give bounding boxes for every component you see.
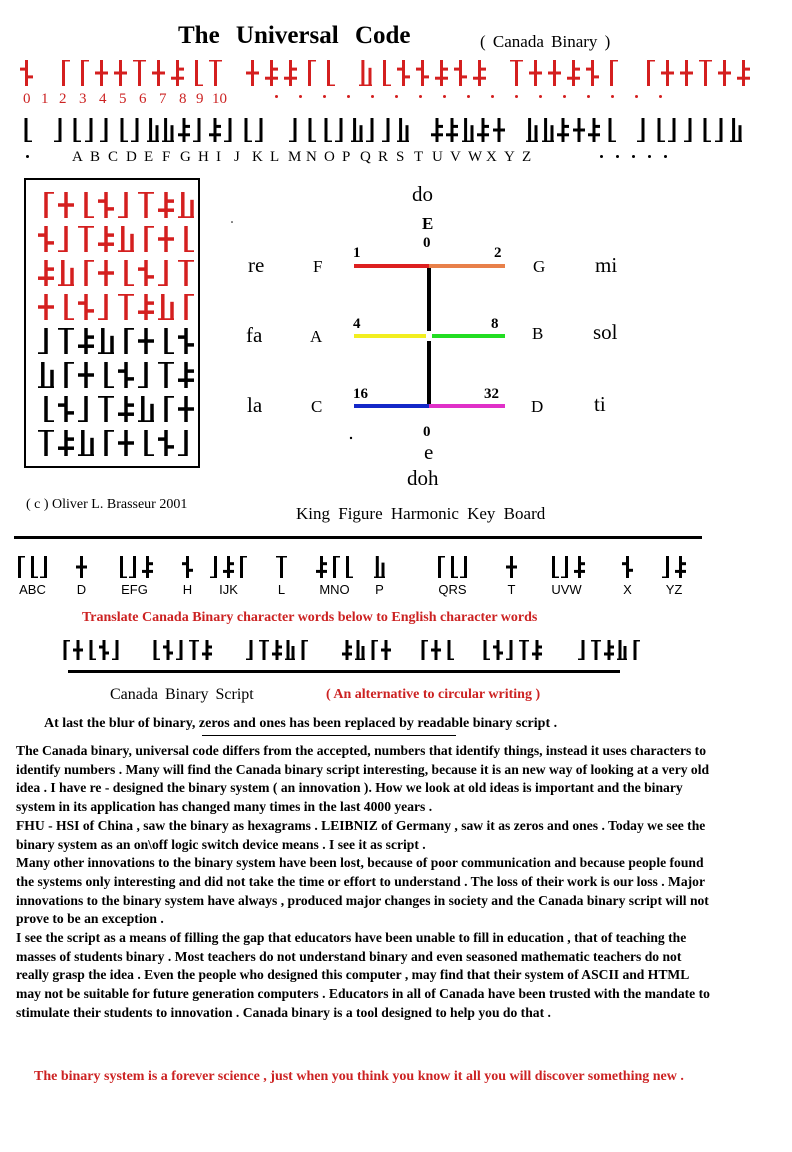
binary-glyph (342, 640, 352, 660)
script-key-label: MNO (319, 582, 350, 597)
script-caption: Canada Binary Script (110, 686, 254, 703)
alphabet-label: J (234, 149, 240, 165)
binary-glyph (40, 556, 51, 578)
binary-glyph (285, 640, 295, 660)
diagram-stray-dot (350, 437, 352, 439)
script-key-group (276, 556, 287, 597)
binary-glyph (129, 556, 140, 578)
letter-F: F (313, 257, 323, 276)
binary-glyph (112, 640, 122, 660)
alphabet-label: I (216, 149, 221, 165)
number-bottom-zero: 0 (423, 424, 431, 440)
binary-glyph (73, 640, 83, 660)
binary-glyph (60, 640, 70, 660)
binary-glyph (176, 640, 186, 660)
binary-glyph (561, 556, 572, 578)
letter-G: G (533, 257, 546, 276)
numeral-label: 5 (119, 91, 127, 107)
binary-glyph (480, 640, 490, 660)
alphabet-label: M (288, 149, 302, 165)
paragraph: I see the script as a means of filling the gap that educators have been unable to fill in education , that of teaching the masses of students binary . Most teachers do not understand binary and even seasoned mathematic teachers do not really grasp the idea . Even the people who designed this computer , may find that their system of ASCII and HTML may not be suitable for future generation computers . Educators in all of Canada have been trusted with the mandate to stimulate their students to innovation . Canada binary is a tool designed to help you do that . (16, 930, 710, 1020)
note-fa: fa (246, 323, 263, 347)
binary-glyph (223, 556, 234, 578)
binary-glyph (617, 640, 627, 660)
alphabet-label: N (306, 149, 317, 165)
alphabet-label: O (324, 149, 335, 165)
diagram-stray-dot (231, 221, 233, 223)
alphabet-label: B (90, 149, 101, 165)
binary-glyph (662, 556, 673, 578)
alphabet-label: Z (522, 149, 532, 165)
body-text (16, 742, 716, 1023)
script-key-group (210, 556, 247, 597)
binary-glyph (99, 640, 109, 660)
binary-glyph (493, 640, 503, 660)
alphabet-label: H (198, 149, 209, 165)
letter-A: A (310, 327, 323, 346)
number-4: 4 (353, 316, 361, 332)
numeral-label: 2 (59, 91, 67, 107)
binary-glyph (506, 640, 516, 660)
script-key-label: T (507, 582, 516, 597)
binary-glyph (298, 640, 308, 660)
binary-glyph (14, 556, 25, 578)
intro-underline (202, 735, 456, 736)
number-8: 8 (491, 316, 499, 332)
binary-glyph (259, 640, 269, 660)
alphabet-label: X (486, 149, 497, 165)
binary-glyph (519, 640, 529, 660)
alphabet-label: S (396, 149, 405, 165)
script-key-group (316, 556, 353, 597)
binary-glyph (381, 640, 391, 660)
script-key-label: IJK (219, 582, 238, 597)
script-key-row (14, 556, 704, 604)
number-16: 16 (353, 386, 368, 402)
script-key-label: X (623, 582, 632, 597)
alphabet-label: A (72, 149, 83, 165)
paragraph: The Canada binary, universal code differs from the accepted, numbers that identify things, instead it uses characters to identify numbers . Many will find the Canada binary script interesting, because it is an new way of looking at a very old idea . I have re - designed the binary system ( an innovation ). How we look at old ideas is important and the binary system in its application has changed many times in the last 4000 years . (16, 743, 710, 815)
alphabet-label: T (414, 149, 424, 165)
page-subtitle: ( Canada Binary ) (480, 32, 611, 51)
note-ti: ti (594, 392, 606, 416)
alphabet-label: E (144, 149, 154, 165)
closing-note: The binary system is a forever science , just when you think you know it all you will discover something new . (34, 1069, 684, 1084)
alphabet-label: D (126, 149, 137, 165)
script-key-label: YZ (665, 582, 683, 597)
binary-glyph (202, 640, 212, 660)
alphabet-label: F (162, 149, 171, 165)
script-key-label: QRS (438, 582, 467, 597)
alphabet-label: U (432, 149, 443, 165)
script-key-label: P (375, 582, 384, 597)
binary-glyph (246, 640, 256, 660)
binary-glyph (76, 556, 87, 578)
numeral-label: 7 (159, 91, 167, 107)
script-underline (68, 670, 620, 673)
numeral-label: 1 (41, 91, 49, 107)
binary-glyph (329, 556, 340, 578)
binary-glyph (630, 640, 640, 660)
number-top-zero: 0 (423, 235, 431, 251)
binary-glyph (236, 556, 247, 578)
binary-glyph (163, 640, 173, 660)
numeral-label: 4 (99, 91, 107, 107)
script-note: ( An alternative to circular writing ) (326, 687, 541, 702)
letter-E: E (422, 214, 434, 233)
binary-glyph (189, 640, 199, 660)
numeral-label: 0 (23, 91, 31, 107)
binary-glyph (276, 556, 287, 578)
alphabet-label: C (108, 149, 119, 165)
alphabet-label: Q (360, 149, 371, 165)
binary-glyph (27, 556, 38, 578)
numeral-label: 3 (79, 91, 87, 107)
diagram-center-gap (426, 331, 432, 341)
binary-glyph (374, 556, 385, 578)
binary-glyph (578, 640, 588, 660)
script-key-label: L (277, 582, 286, 597)
script-key-group (116, 556, 153, 597)
script-key-group (506, 556, 517, 597)
copyright-notice: ( c ) Oliver L. Brasseur 2001 (26, 497, 188, 512)
binary-glyph (604, 640, 614, 660)
binary-glyph (444, 640, 454, 660)
script-key-group (374, 556, 385, 597)
binary-glyph (431, 640, 441, 660)
binary-glyph (142, 556, 153, 578)
number-1: 1 (353, 245, 361, 261)
page-title: The Universal Code (178, 22, 411, 49)
binary-glyph (316, 556, 327, 578)
translate-instruction: Translate Canada Binary character words below to English character words (82, 610, 538, 625)
alphabet-label: W (468, 149, 483, 165)
binary-glyph (150, 640, 160, 660)
paragraph: FHU - HSI of China , saw the binary as hexagrams . LEIBNIZ of Germany , saw it as zeros and ones . Today we see the binary system as an on\off logic switch device means . I see it as script . (16, 817, 706, 852)
binary-glyph (548, 556, 559, 578)
binary-glyph (574, 556, 585, 578)
script-key-label: EFG (121, 582, 148, 597)
alphabet-label: Y (504, 149, 515, 165)
binary-glyph (434, 556, 445, 578)
harmonic-diagram (0, 0, 792, 500)
letter-D: D (531, 397, 544, 416)
binary-glyph (342, 556, 353, 578)
intro-line: At last the blur of binary, zeros and ones has been replaced by readable binary script . (44, 716, 558, 731)
letter-e: e (424, 440, 434, 464)
paragraph: Many other innovations to the binary system have been lost, because of poor communication and because people found the systems only interesting and did not take the time or effort to understand . The loss of their work is our loss . Major innovations to the binary system have always , produced major changes in society and the Canada binary script will not prove to be an exception . (16, 855, 709, 927)
script-key-group (548, 556, 585, 597)
script-key-group (434, 556, 471, 597)
binary-glyph (418, 640, 428, 660)
alphabet-label: R (378, 149, 389, 165)
script-key-group (662, 556, 686, 597)
binary-glyph (182, 556, 193, 578)
binary-glyph (591, 640, 601, 660)
binary-glyph (210, 556, 221, 578)
binary-glyph (116, 556, 127, 578)
divider (14, 536, 702, 539)
letter-C: C (311, 397, 323, 416)
binary-glyph (355, 640, 365, 660)
numeral-label: 6 (139, 91, 147, 107)
binary-glyph (506, 556, 517, 578)
note-doh: doh (407, 466, 439, 490)
alphabet-label: P (342, 149, 351, 165)
number-2: 2 (494, 245, 502, 261)
number-32: 32 (484, 386, 499, 402)
note-re: re (248, 253, 265, 277)
note-mi: mi (595, 253, 618, 277)
numeral-label: 10 (212, 91, 227, 107)
alphabet-label: K (252, 149, 263, 165)
alphabet-label: V (450, 149, 461, 165)
script-key-group (622, 556, 633, 597)
letter-B: B (532, 324, 544, 343)
numeral-label: 9 (196, 91, 204, 107)
binary-glyph (447, 556, 458, 578)
binary-glyph (368, 640, 378, 660)
binary-glyph (460, 556, 471, 578)
script-key-label: D (76, 582, 87, 597)
binary-glyph (86, 640, 96, 660)
binary-glyph (622, 556, 633, 578)
binary-glyph (272, 640, 282, 660)
script-key-label: ABC (19, 582, 46, 597)
note-la: la (247, 393, 263, 417)
note-do: do (412, 182, 433, 206)
script-key-group (76, 556, 87, 597)
note-sol: sol (593, 320, 618, 344)
alphabet-label: G (180, 149, 191, 165)
script-key-group (182, 556, 193, 597)
script-key-label: UVW (551, 582, 582, 597)
script-key-label: H (182, 582, 193, 597)
script-key-group (14, 556, 51, 597)
binary-glyph (532, 640, 542, 660)
script-words-row (60, 640, 660, 664)
alphabet-label: L (270, 149, 280, 165)
diagram-caption: King Figure Harmonic Key Board (296, 504, 546, 523)
numeral-label: 8 (179, 91, 187, 107)
binary-glyph (675, 556, 686, 578)
